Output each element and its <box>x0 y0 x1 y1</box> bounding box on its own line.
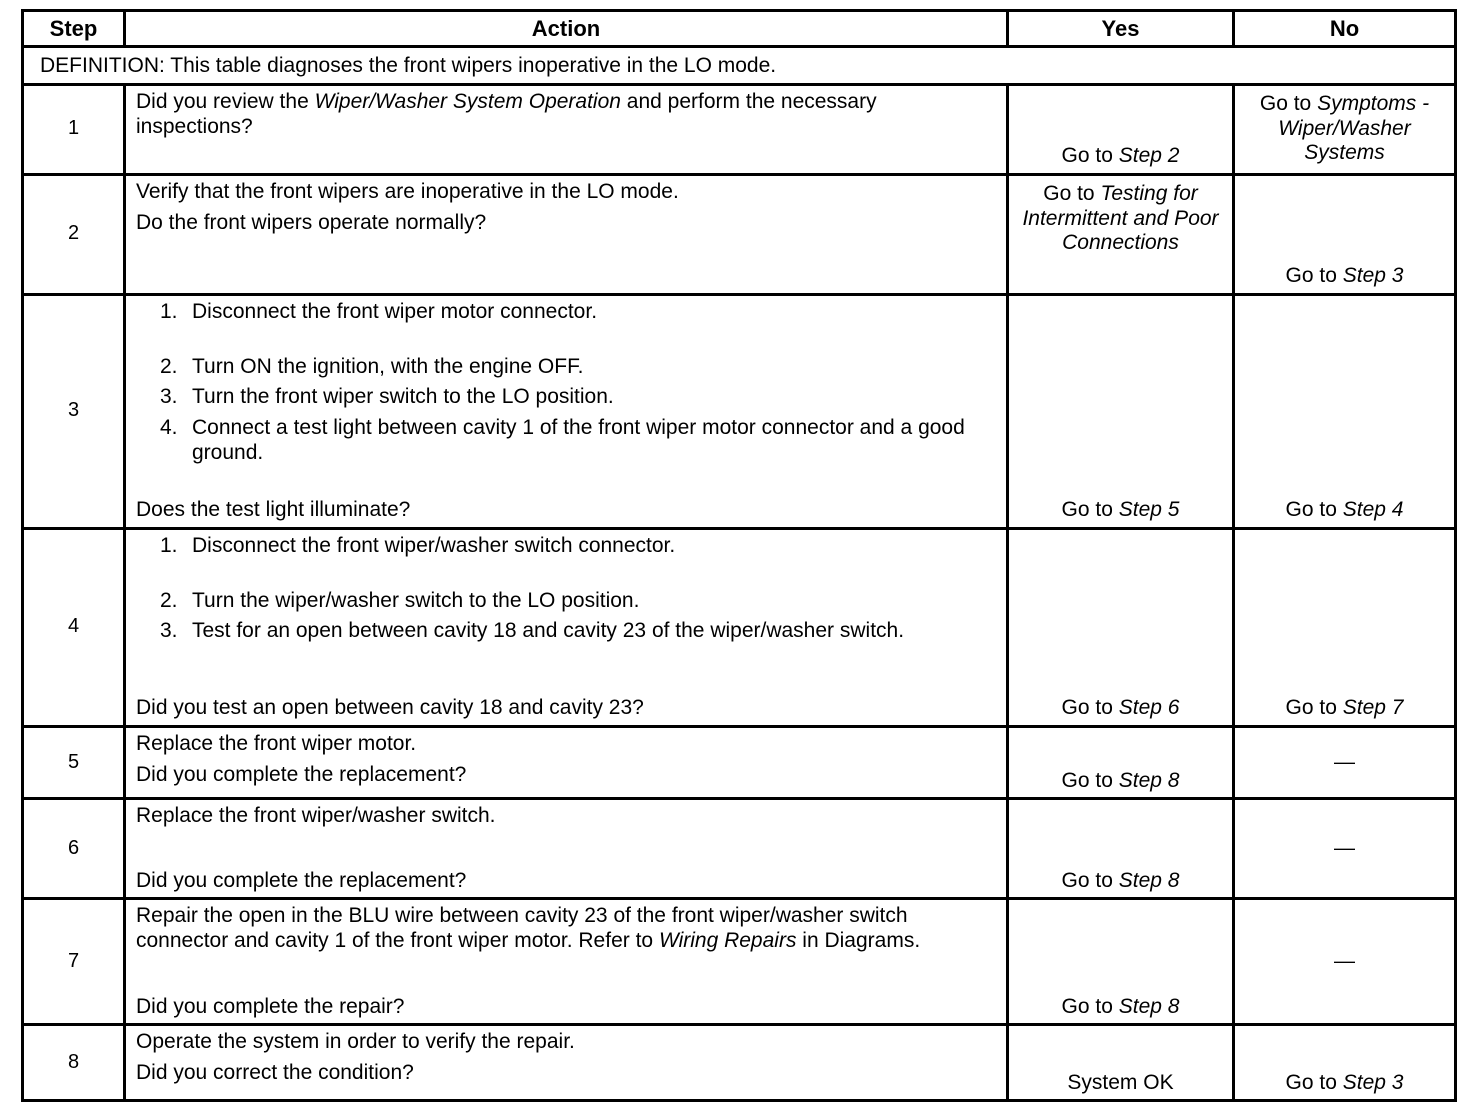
action-text: Repair the open in the BLU wire between cavity 23 of the front wiper/washer switch connector and cavity 1 of the front wiper motor. Refer to Wiring Repairs in Diagrams. <box>136 904 921 953</box>
header-action: Action <box>125 11 1008 47</box>
yes-link[interactable]: Step 8 <box>1118 768 1180 792</box>
yes-link[interactable]: Step 8 <box>1118 868 1180 892</box>
action-cell <box>125 899 1008 1025</box>
diagnostic-table <box>21 9 1457 1102</box>
yes-result: System OK <box>1067 1070 1174 1094</box>
table-row <box>23 528 1456 726</box>
no-link[interactable]: Step 3 <box>1342 264 1404 287</box>
list-item: 2. Turn ON the ignition, with the engine OFF. <box>160 354 584 378</box>
header-row <box>23 11 1456 47</box>
yes-link[interactable]: Step 6 <box>1118 696 1180 719</box>
list-item: 1. Disconnect the front wiper motor connector. <box>160 299 598 323</box>
no-dash: — <box>1334 949 1355 973</box>
no-cell: Go to Step 7 <box>1234 528 1456 726</box>
no-cell: Go to Symptoms - Wiper/Washer Systems <box>1234 84 1456 174</box>
step-number: 8 <box>23 1025 125 1101</box>
table-row <box>23 294 1456 528</box>
step-number: 7 <box>23 899 125 1025</box>
table-row <box>23 726 1456 799</box>
table-row <box>23 84 1456 174</box>
no-cell: Go to Step 4 <box>1234 294 1456 528</box>
action-question: Did you complete the replacement? <box>136 762 467 786</box>
step-number: 2 <box>23 174 125 294</box>
no-link[interactable]: Step 7 <box>1342 696 1404 719</box>
table-row <box>23 1025 1456 1101</box>
yes-cell: Go to Step 8 <box>1008 799 1234 899</box>
table-row <box>23 799 1456 899</box>
header-yes: Yes <box>1008 11 1234 47</box>
list-item: 4. Connect a test light between cavity 1 of the front wiper motor connector and a good ground. <box>160 416 965 464</box>
action-cell <box>125 174 1008 294</box>
action-text: and perform the necessary inspections? <box>136 89 877 138</box>
yes-cell: Go to Testing for Intermittent and Poor Connections <box>1008 174 1234 294</box>
action-question: Does the test light illuminate? <box>136 498 411 521</box>
action-question: Did you complete the repair? <box>136 994 405 1018</box>
action-text: Replace the front wiper motor. <box>136 731 417 755</box>
yes-cell: Go to Step 8 <box>1008 726 1234 799</box>
action-cell <box>125 799 1008 899</box>
header-no: No <box>1234 11 1456 47</box>
yes-link[interactable]: Step 8 <box>1118 994 1180 1018</box>
list-item: 1. Disconnect the front wiper/washer switch connector. <box>160 533 676 557</box>
action-cell <box>125 1025 1008 1101</box>
no-dash: — <box>1334 750 1355 774</box>
action-text: Verify that the front wipers are inoperative in the LO mode. <box>136 179 679 203</box>
table-row <box>23 174 1456 294</box>
action-text: Operate the system in order to verify the repair. <box>136 1030 575 1054</box>
yes-link[interactable]: Testing for Intermittent and Poor Connections <box>1022 181 1219 255</box>
action-steps <box>136 300 996 466</box>
yes-cell: Go to Step 5 <box>1008 294 1234 528</box>
action-question: Did you correct the condition? <box>136 1061 414 1085</box>
action-cell <box>125 726 1008 799</box>
no-cell: Go to Step 3 <box>1234 174 1456 294</box>
action-question: Do the front wipers operate normally? <box>136 210 487 234</box>
table-row <box>23 899 1456 1025</box>
yes-cell: Go to Step 2 <box>1008 84 1234 174</box>
no-cell <box>1234 726 1456 799</box>
action-cell <box>125 84 1008 174</box>
definition-text: DEFINITION: This table diagnoses the front wipers inoperative in the LO mode. <box>23 47 1456 85</box>
action-cell <box>125 294 1008 528</box>
list-item: 2. Turn the wiper/washer switch to the LO position. <box>160 588 640 612</box>
no-dash: — <box>1334 836 1355 860</box>
yes-cell: Go to Step 6 <box>1008 528 1234 726</box>
yes-cell: Go to Step 8 <box>1008 899 1234 1025</box>
yes-link[interactable]: Step 2 <box>1118 144 1180 167</box>
yes-cell <box>1008 1025 1234 1101</box>
action-steps <box>136 534 996 644</box>
yes-link[interactable]: Step 5 <box>1118 498 1180 521</box>
definition-row <box>23 47 1456 85</box>
no-link[interactable]: Step 4 <box>1342 498 1404 521</box>
step-number: 6 <box>23 799 125 899</box>
no-cell <box>1234 799 1456 899</box>
no-link[interactable]: Symptoms - Wiper/Washer Systems <box>1278 91 1430 165</box>
step-number: 3 <box>23 294 125 528</box>
no-cell: Go to Step 3 <box>1234 1025 1456 1101</box>
no-link[interactable]: Step 3 <box>1342 1070 1404 1094</box>
header-step: Step <box>23 11 125 47</box>
action-link[interactable]: Wiring Repairs <box>658 929 797 953</box>
step-number: 1 <box>23 84 125 174</box>
step-number: 4 <box>23 528 125 726</box>
action-text: Did you review the <box>136 89 315 113</box>
no-cell <box>1234 899 1456 1025</box>
list-item: 3. Turn the front wiper switch to the LO position. <box>160 385 614 409</box>
action-text: Replace the front wiper/washer switch. <box>136 804 496 828</box>
action-question: Did you complete the replacement? <box>136 868 467 892</box>
action-cell <box>125 528 1008 726</box>
action-question: Did you test an open between cavity 18 and cavity 23? <box>136 696 644 719</box>
list-item: 3. Test for an open between cavity 18 and cavity 23 of the wiper/washer switch. <box>160 619 905 643</box>
step-number: 5 <box>23 726 125 799</box>
action-link[interactable]: Wiper/Washer System Operation <box>314 89 621 113</box>
